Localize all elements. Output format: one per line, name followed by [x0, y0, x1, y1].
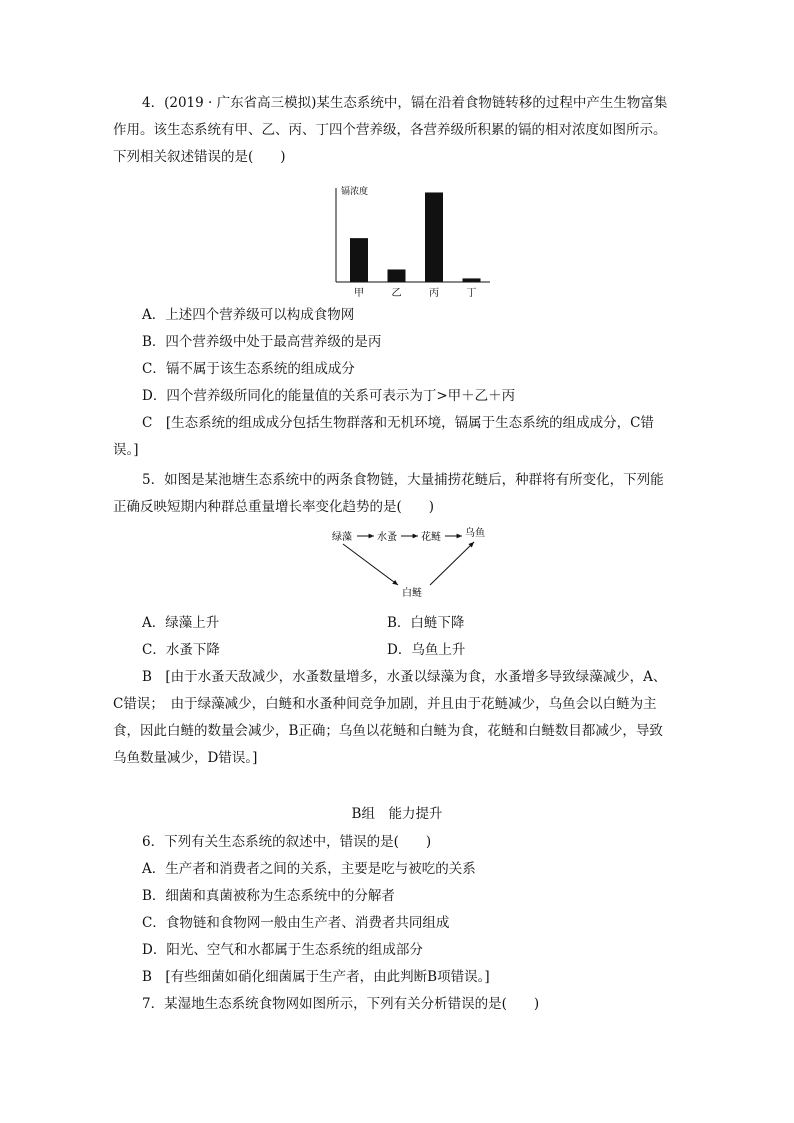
- bar-4: [463, 278, 481, 282]
- q5-answer-line1: B [由于水蚤天敌减少，水蚤数量增多，水蚤以绿藻为食，水蚤增多导致绿藻减少，A、: [142, 669, 667, 685]
- node-daphnia: 水蚤: [377, 532, 397, 543]
- bar-1: [350, 238, 368, 282]
- x-tick-label: 丁: [466, 288, 477, 299]
- node-silver-carp: 白鲢: [402, 588, 422, 599]
- x-tick-label: 乙: [391, 288, 402, 299]
- node-green-algae: 绿藻: [332, 532, 352, 543]
- cadmium-bar-chart: [0, 182, 794, 302]
- q5-stem-line2: 正确反映短期内种群总重量增长率变化趋势的是( ): [113, 499, 435, 515]
- q5-stem-line1: 5．如图是某池塘生态系统中的两条食物链，大量捕捞花鲢后，种群将有所变化，下列能: [142, 472, 664, 488]
- q7-stem: 7．某湿地生态系统食物网如图所示，下列有关分析错误的是( ): [142, 996, 540, 1012]
- q5-answer-line4: 乌鱼数量减少，D错误。]: [113, 750, 258, 766]
- q5-option-a: A．绿藻上升: [142, 615, 220, 631]
- x-tick-label: 甲: [354, 288, 364, 299]
- q4-option-b: B．四个营养级中处于最高营养级的是丙: [142, 334, 382, 350]
- q4-answer-line1: C [生态系统的组成成分包括生物群落和无机环境，镉属于生态系统的组成成分，C错: [142, 415, 654, 431]
- y-axis-label: 镉浓度: [341, 187, 369, 197]
- q6-option-a: A．生产者和消费者之间的关系，主要是吃与被吃的关系: [142, 861, 476, 877]
- q6-answer: B [有些细菌如硝化细菌属于生产者，由此判断B项错误。]: [142, 969, 490, 985]
- q6-option-d: D．阳光、空气和水都属于生态系统的组成部分: [142, 942, 423, 958]
- q4-option-a: A．上述四个营养级可以构成食物网: [142, 307, 355, 323]
- food-chain-diagram: [0, 522, 794, 602]
- q6-stem: 6．下列有关生态系统的叙述中，错误的是( ): [142, 834, 432, 850]
- q4-stem-line3: 下列相关叙述错误的是( ): [113, 149, 286, 165]
- q5-option-d: D．乌鱼上升: [387, 642, 466, 658]
- q5-option-b: B．白鲢下降: [387, 615, 465, 631]
- q4-option-c: C．镉不属于该生态系统的组成成分: [142, 361, 355, 377]
- q5-answer-line2: C错误； 由于绿藻减少，白鲢和水蚤种间竞争加剧，并且由于花鲢减少，乌鱼会以白鲢为主: [113, 696, 657, 712]
- q6-option-c: C．食物链和食物网一般由生产者、消费者共同组成: [142, 915, 450, 931]
- arrow-algae-to-silver: [343, 544, 398, 585]
- x-tick-label: 丙: [429, 288, 439, 299]
- section-title: B组 能力提升: [351, 806, 443, 822]
- bar-3: [425, 192, 443, 282]
- q4-stem-line1: 4．(2019 · 广东省高三模拟)某生态系统中，镉在沿着食物链转移的过程中产生生物富集: [142, 95, 668, 111]
- node-snakehead: 乌鱼: [465, 528, 485, 539]
- q4-answer-line2: 误。]: [113, 442, 139, 458]
- bar-2: [388, 269, 406, 282]
- q4-option-d: D．四个营养级所同化的能量值的关系可表示为丁>甲＋乙＋丙: [142, 388, 516, 404]
- q5-option-c: C．水蚤下降: [142, 642, 220, 658]
- node-bighead-carp: 花鲢: [421, 532, 441, 543]
- q4-stem-line2: 作用。该生态系统有甲、乙、丙、丁四个营养级，各营养级所积累的镉的相对浓度如图所示。: [113, 122, 667, 138]
- q5-answer-line3: 食，因此白鲢的数量会减少，B正确；乌鱼以花鲢和白鲢为食，花鲢和白鲢数目都减少，导致: [113, 723, 663, 739]
- q6-option-b: B．细菌和真菌被称为生态系统中的分解者: [142, 888, 395, 904]
- arrow-silver-to-snakehead: [430, 542, 474, 585]
